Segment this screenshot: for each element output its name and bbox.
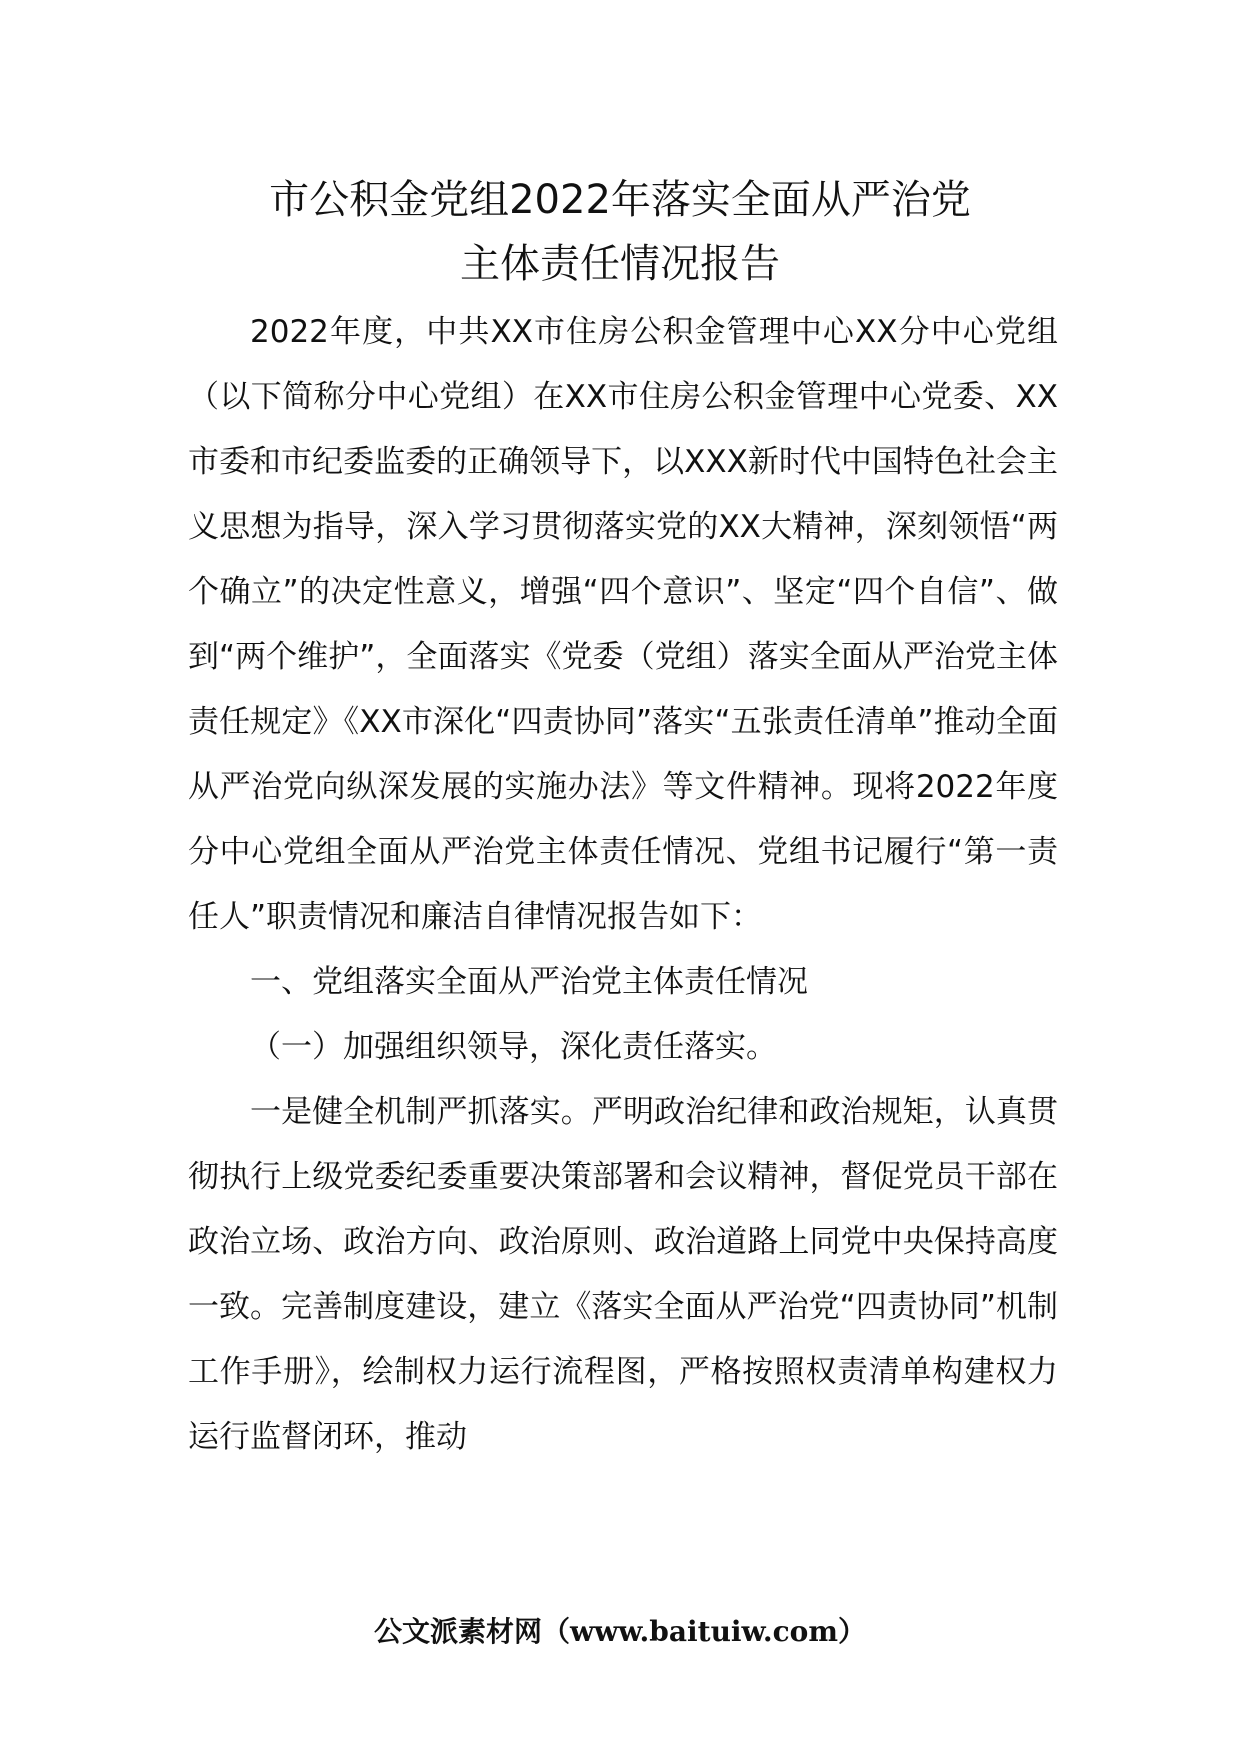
point-paragraph: 一是健全机制严抓落实。严明政治纪律和政治规矩，认真贯彻执行上级党委纪委重要决策部署和会议精神，督促党员干部在政治立场、政治方向、政治原则、政治道路上同党中央保持高度一致。完善制度建设，建立《落实全面从严治党“四责协同”机制工作手册》，绘制权力运行流程图，严格按照权责清单构建权力运行监督闭环，推动: [188, 1094, 1058, 1455]
document-title-line-1: 市公积金党组2022年落实全面从严治党: [269, 177, 971, 223]
document-body: [188, 300, 1058, 1470]
subsection-heading: （一）加强组织领导，深化责任落实。: [250, 1029, 777, 1065]
footer-watermark: 公文派素材网（www.baituiw.com）: [374, 1615, 866, 1648]
intro-paragraph: 2022年度，中共XX市住房公积金管理中心XX分中心党组（以下简称分中心党组）在XX市住房公积金管理中心党委、XX市委和市纪委监委的正确领导下，以XXX新时代中国特色社会主义思想为指导，深入学习贯彻落实党的XX大精神，深刻领悟“两个确立”的决定性意义，增强“四个意识”、坚定“四个自信”、做到“两个维护”，全面落实《党委（党组）落实全面从严治党主体责任规定》《XX市深化“四责协同”落实“五张责任清单”推动全面从严治党向纵深发展的实施办法》等文件精神。现将2022年度分中心党组全面从严治党主体责任情况、党组书记履行“第一责任人”职责情况和廉洁自律情况报告如下：: [188, 314, 1058, 935]
section-heading: 一、党组落实全面从严治党主体责任情况: [250, 964, 808, 1000]
document-title-line-2: 主体责任情况报告: [460, 241, 780, 287]
